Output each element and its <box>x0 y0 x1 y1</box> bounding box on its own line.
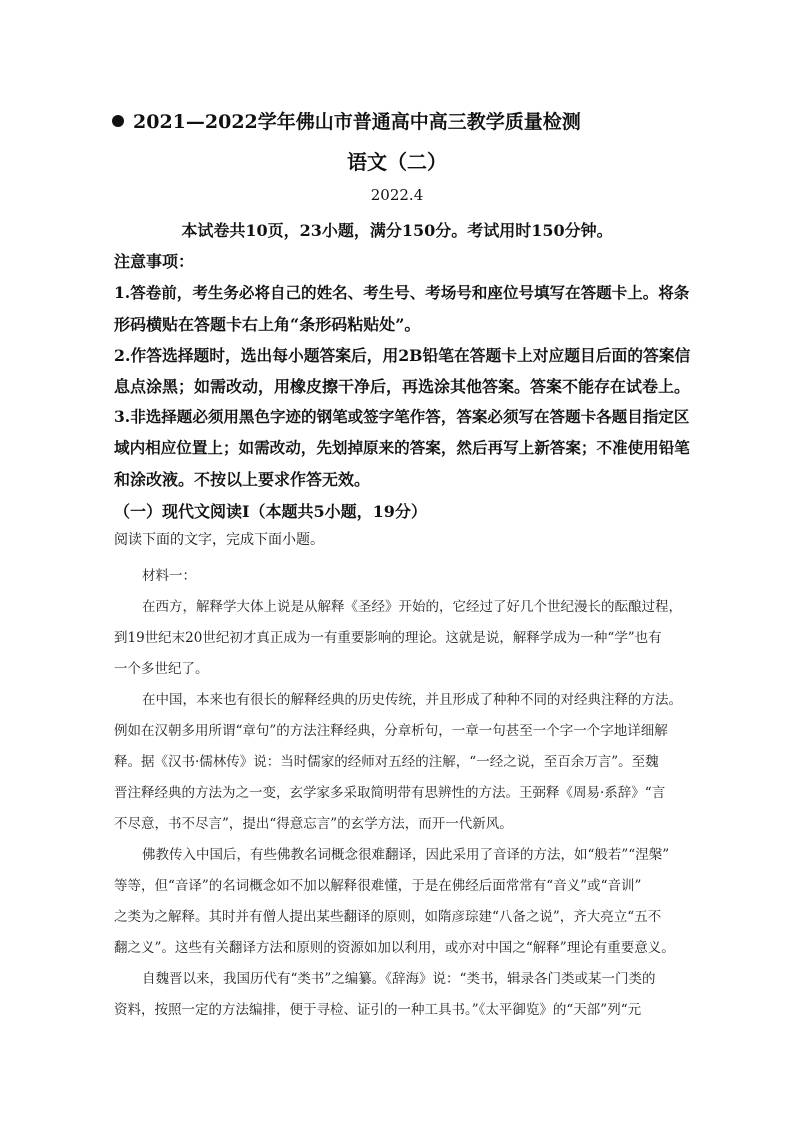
exam-date: 2022.4 <box>370 186 424 204</box>
page-title <box>112 107 581 134</box>
material-line: 不尽意，书不尽言”，提出“得意忘言”的玄学方法，而开一代新风。 <box>114 816 513 832</box>
page-title-text: 2021—2022学年佛山市普通高中高三教学质量检测 <box>133 111 581 133</box>
material-line: 等等，但“音译”的名词概念如不加以解释很难懂，于是在佛经后面常常有“音义”或“音训” <box>114 878 642 894</box>
material-line: 例如在汉朝多用所谓“章句”的方法注释经典，分章析句，一章一句甚至一个字一个字地详细解 <box>114 723 668 739</box>
material-line: 翻之义”。这些有关翻译方法和原则的资源如加以利用，或亦对中国之“解释”理论有重要意义。 <box>114 940 675 956</box>
note-line: 形码横贴在答题卡右上角“条形码粘贴处”。 <box>114 315 421 334</box>
material-line: 佛教传入中国后，有些佛教名词概念很难翻译，因此采用了音译的方法，如“般若”“涅槃” <box>142 847 670 863</box>
material-line: 释。据《汉书·儒林传》说：当时儒家的经师对五经的注解，“一经之说，至百余万言”。至魏 <box>114 754 659 770</box>
bullet-icon <box>112 115 124 127</box>
page-subtitle: 语文（二） <box>347 150 447 174</box>
exam-intro: 本试卷共10页，23小题，满分150分。考试用时150分钟。 <box>181 221 613 240</box>
notes-heading: 注意事项： <box>114 252 195 271</box>
note-line: 2.作答选择题时，选出每小题答案后，用2B铅笔在答题卡上对应题目后面的答案信 <box>114 346 691 365</box>
material-line: 到19世纪末20世纪初才真正成为一有重要影响的理论。这就是说，解释学成为一种“学”也有 <box>114 630 662 646</box>
note-line: 3.非选择题必须用黑色字迹的钢笔或签字笔作答，答案必须写在答题卡各题目指定区 <box>114 407 690 426</box>
note-line: 域内相应位置上；如需改动，先划掉原来的答案，然后再写上新答案；不准使用铅笔 <box>114 438 690 457</box>
material-line: 在中国，本来也有很长的解释经典的历史传统，并且形成了种种不同的对经典注释的方法。 <box>142 692 682 708</box>
material-line: 自魏晋以来，我国历代有“类书”之编纂。《辞海》说：“类书，辑录各门类或某一门类的 <box>142 971 656 987</box>
note-line: 息点涂黑；如需改动，用橡皮擦干净后，再选涂其他答案。答案不能存在试卷上。 <box>114 377 691 396</box>
material-line: 在西方，解释学大体上说是从解释《圣经》开始的，它经过了好几个世纪漫长的酝酿过程， <box>142 599 682 615</box>
material-line: 一个多世纪了。 <box>114 661 209 677</box>
material-line: 晋注释经典的方法为之一变，玄学家多采取简明带有思辨性的方法。王弼释《周易·系辞》“言 <box>114 785 666 801</box>
material-line: 材料一： <box>142 568 196 584</box>
material-line: 之类为之解释。其时并有僧人提出某些翻译的原则，如隋彦琮建“八备之说”，齐大亮立“五不 <box>114 909 662 925</box>
note-line: 和涂改液。不按以上要求作答无效。 <box>114 470 371 489</box>
note-line: 1.答卷前，考生务必将自己的姓名、考生号、考场号和座位号填写在答题卡上。将条 <box>114 283 690 302</box>
material-line: 资料，按照一定的方法编排，便于寻检、证引的一种工具书。”《太平御览》的“天部”列“元 <box>114 1002 642 1018</box>
section-instruction: 阅读下面的文字，完成下面小题。 <box>114 532 324 548</box>
section-heading: （一）现代文阅读Ⅰ（本题共5小题，19分） <box>114 502 427 521</box>
